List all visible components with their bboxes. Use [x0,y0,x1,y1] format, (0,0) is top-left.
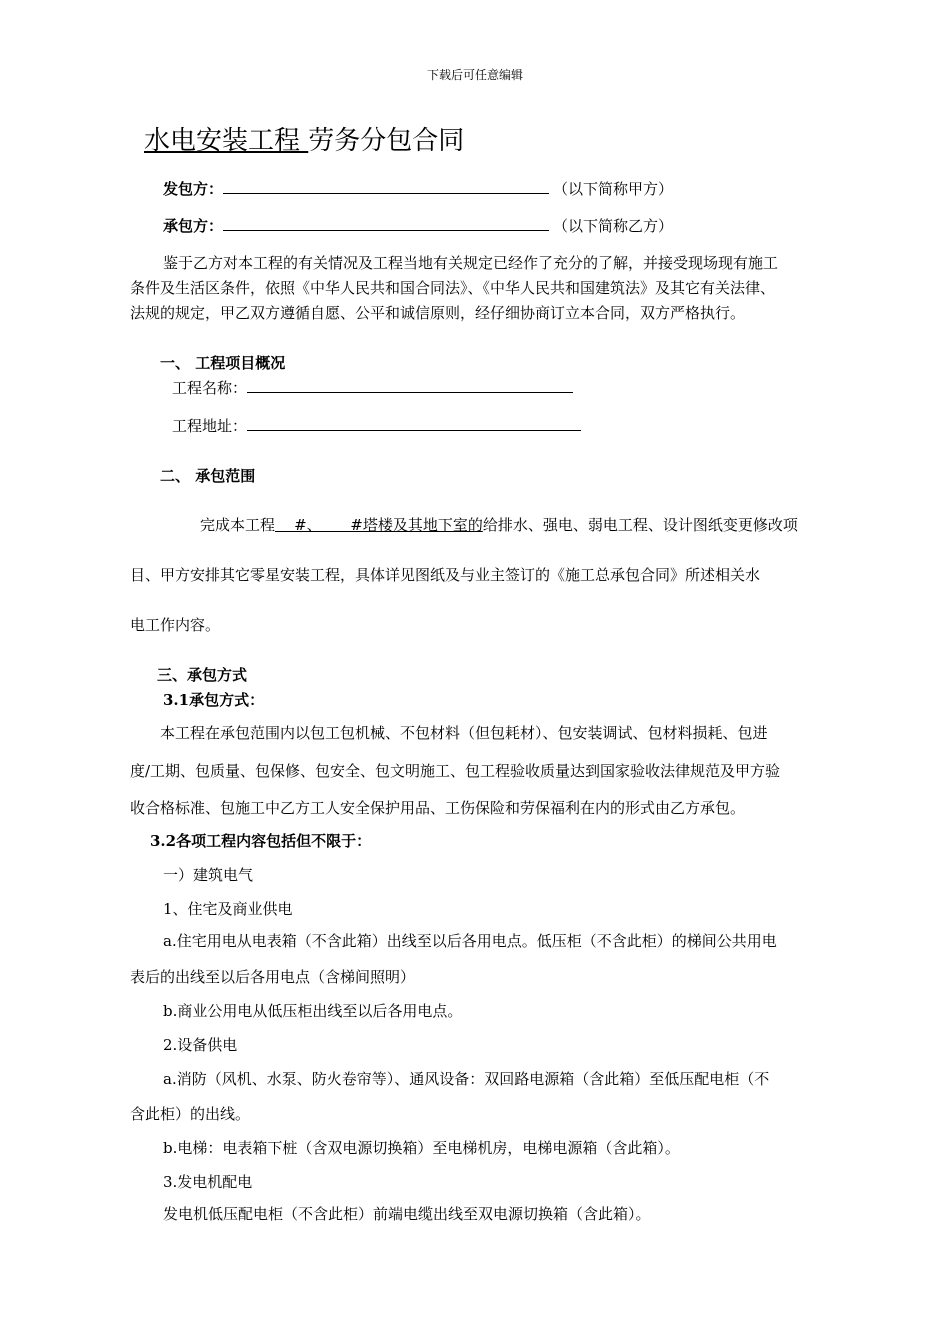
scope-prefix: 完成本工程 [200,516,276,534]
mode-line-1: 本工程在承包范围内以包工包机械、不包材料（但包耗材）、包安装调试、包材料损耗、包进 [160,724,768,742]
employer-row [163,178,673,199]
title-contract-type: 劳务分包合同 [308,126,465,156]
project-address-row [172,415,581,436]
scope-line-3: 电工作内容。 [130,616,221,634]
employer-suffix: （以下简称甲方） [553,180,674,198]
contractor-row [163,215,673,236]
section-3-heading [157,664,247,685]
subsection-3-1: 3.1承包方式： [163,691,265,709]
project-name-blank [247,377,573,393]
item-2a-line-1: a.消防（风机、水泵、防火卷帘等）、通风设备：双回路电源箱（含此箱）至低压配电柜（不 [163,1070,770,1088]
project-name-row [172,377,573,398]
subsection-3-2: 3.2各项工程内容包括但不限于： [150,832,372,850]
scope-buildings: #、 #塔楼及其地下室的 [275,516,483,534]
page-header-note: 下载后可任意编辑 [426,68,523,82]
item-residential-supply: 1、住宅及商业供电 [163,900,293,918]
item-equipment-supply: 2.设备供电 [163,1036,238,1054]
employer-label: 发包方： [163,180,224,198]
section-3-heading-text: 三、承包方式 [157,666,248,684]
item-building-electrical: 一）建筑电气 [163,866,254,884]
scope-line-2: 目、甲方安排其它零星安装工程，具体详见图纸及与业主签订的《施工总承包合同》所述相关水 [130,566,761,584]
section-1-heading: 一、 工程项目概况 [160,354,286,372]
project-address-blank [247,415,581,431]
item-generator-text: 发电机低压配电柜（不含此柜）前端电缆出线至双电源切换箱（含此箱）。 [163,1205,651,1223]
intro-line-1: 鉴于乙方对本工程的有关情况及工程当地有关规定已经作了充分的了解，并接受现场现有施工 [163,254,779,272]
employer-blank [223,178,549,194]
contractor-suffix: （以下简称乙方） [553,217,674,235]
intro-line-3: 法规的规定，甲乙双方遵循自愿、公平和诚信原则，经仔细协商订立本合同，双方严格执行。 [130,304,746,322]
item-1a-line-1: a.住宅用电从电表箱（不含此箱）出线至以后各用电点。低压柜（不含此柜）的梯间公共用电 [163,932,777,950]
contractor-label: 承包方： [163,217,224,235]
contractor-blank [223,215,549,231]
project-address-label: 工程地址： [172,417,248,435]
item-1b: b.商业公用电从低压柜出线至以后各用电点。 [163,1002,463,1020]
intro-line-2: 条件及生活区条件，依照《中华人民共和国合同法》、《中华人民共和国建筑法》及其它有关法律、 [130,279,776,297]
item-2b: b.电梯：电表箱下桩（含双电源切换箱）至电梯机房，电梯电源箱（含此箱）。 [163,1139,680,1157]
title-project-type: 水电安装工程 [144,126,301,156]
project-name-label: 工程名称： [172,379,248,397]
section-2-heading: 二、 承包范围 [160,467,256,485]
item-1a-line-2: 表后的出线至以后各用电点（含梯间照明） [130,968,416,986]
scope-suffix: 给排水、强电、弱电工程、设计图纸变更修改项 [482,516,798,534]
item-2a-line-2: 含此柜）的出线。 [130,1105,251,1123]
document-title [128,120,464,157]
scope-line-1 [200,514,798,535]
mode-line-2: 度/工期、包质量、包保修、包安全、包文明施工、包工程验收质量达到国家验收法律规范及甲方验 [130,762,781,780]
item-generator: 3.发电机配电 [163,1173,253,1191]
mode-line-3: 收合格标准、包施工中乙方工人安全保护用品、工伤保险和劳保福利在内的形式由乙方承包。 [130,799,746,817]
